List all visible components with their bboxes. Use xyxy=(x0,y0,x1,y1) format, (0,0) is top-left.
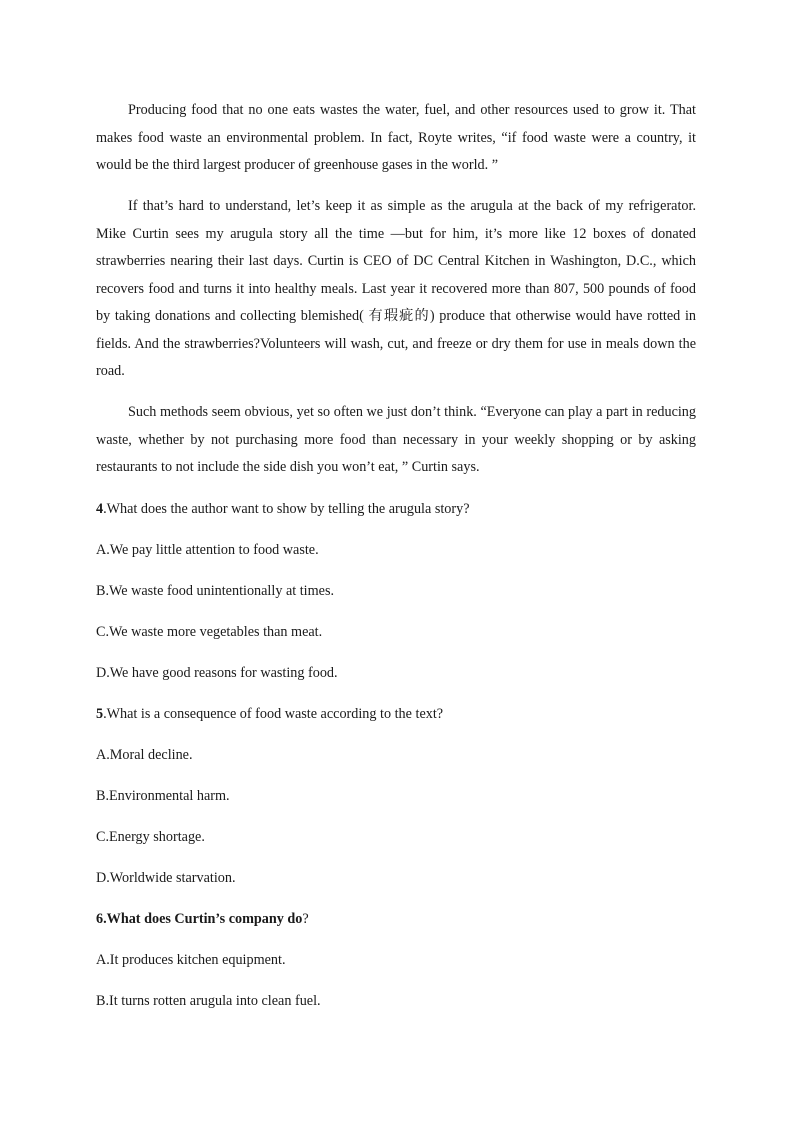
passage-paragraph-3 xyxy=(96,399,696,482)
question-5-option-d: D.Worldwide starvation. xyxy=(96,870,236,886)
question-4-option-d: D.We have good reasons for wasting food. xyxy=(96,665,338,681)
question-text: .What is a consequence of food waste according to the text? xyxy=(103,706,444,722)
question-4-option-c: C.We waste more vegetables than meat. xyxy=(96,624,323,640)
question-text: .What does Curtin’s company do xyxy=(103,911,303,927)
question-5-option-a: A.Moral decline. xyxy=(96,747,193,763)
question-number: 4 xyxy=(96,501,104,517)
question-5-option-c: C.Energy shortage. xyxy=(96,829,205,845)
paragraph-text: Producing food that no one eats wastes the water, fuel, and other resources used to grow it. That makes food waste an environmental problem. In fact, Royte writes, “if food waste were a country, it would be the third largest producer of greenhouse gases in the world. ” xyxy=(96,102,696,173)
paragraph-text: Such methods seem obvious, yet so often we just don’t think. “Everyone can play a part in reducing waste, whether by not purchasing more food than necessary in your weekly shopping or by asking restaurants to not include the side dish you won’t eat, ” Curtin says. xyxy=(96,404,696,475)
question-mark: ? xyxy=(302,911,309,927)
question-6-option-a: A.It produces kitchen equipment. xyxy=(96,952,286,968)
question-5-stem xyxy=(96,704,696,724)
question-5-option-b: B.Environmental harm. xyxy=(96,788,230,804)
question-4-option-b: B.We waste food unintentionally at times. xyxy=(96,583,335,599)
question-number: 6 xyxy=(96,911,104,927)
question-number: 5 xyxy=(96,706,104,722)
passage-paragraph-1 xyxy=(96,97,696,180)
question-6-stem xyxy=(96,909,696,929)
passage-paragraph-2 xyxy=(96,193,696,386)
question-6-option-b: B.It turns rotten arugula into clean fuel. xyxy=(96,993,321,1009)
question-4-option-a: A.We pay little attention to food waste. xyxy=(96,542,319,558)
paragraph-text: If that’s hard to understand, let’s keep it as simple as the arugula at the back of my refrigerator. Mike Curtin sees my arugula story all the time —but for him, it’s more like 12 boxes of donated strawberries nearing their last days. Curtin is CEO of DC Central Kitchen in Washington, D.C., which recovers food and turns it into healthy meals. Last year it recovered more than 807, 500 pounds of food by taking donations and collecting blemished( 有瑕疵的) produce that otherwise would have rotted in fields. And the strawberries?Volunteers will wash, cut, and freeze or dry them for use in meals down the road. xyxy=(96,198,696,379)
question-4-stem xyxy=(96,499,696,519)
question-text: .What does the author want to show by telling the arugula story? xyxy=(103,501,470,517)
